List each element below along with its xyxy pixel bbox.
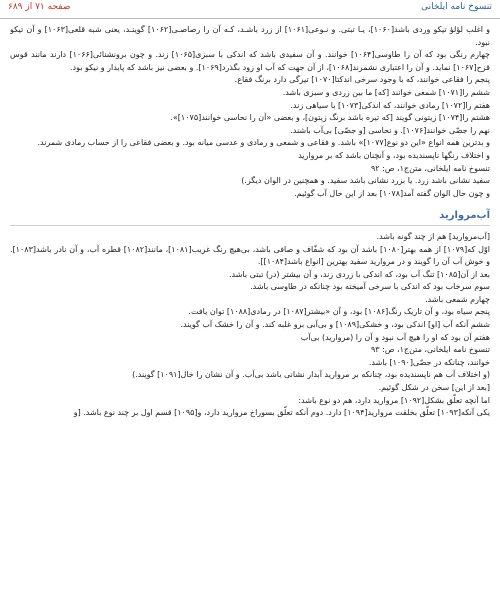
paragraph: هفتم آن بود که او را هیچ آب نبود و آن را (مروارید) بی‌آب (300, 332, 490, 342)
paragraph: چهارم رنگی بود که آن را طاوسی[۱۰۶۴] خوانند. و آن سفیدی باشد که اندکی با سبزی[۱۰۶۵] زند. و چون برونشنائی[۱۰۶۶] دارند مانند قوس قزح[۱۰۶۷] نماید. و آن را اعتباری نشمرند[۱۰۶۸]، از آن جهت که آب او زود بگذرد[۱۰۶۹]. و بعضی نیز باشد که پایدار و نیکو بود. (10, 50, 490, 72)
page-header (0, 0, 500, 19)
paragraph: پنجم سیاه بود، و آن تاریک رنگ[۱۰۸۶] بود، و آن «بیشتر[۱۰۸۷] در رمادی[۱۰۸۸] توان یافت. (188, 307, 490, 317)
paragraph: سوم سرخاب بود که اندکی با سرخی آمیخته بود چنانکه در طاوسی باشد. (250, 282, 490, 292)
paragraph: و اغلب لؤلؤ تیکو وردی باشد[۱۰۶۰]، یـا تبتی. و نـوعی[۱۰۶۱] از زرد باشـد، کـه آن را رصاصـی[۱۰۶۲] گوینـد، یعنی شبه قلعی[۱۰۶۳] و آن تیکو نبود. (10, 25, 490, 47)
paragraph: [آب‌مروارید] هم از چند گونه باشد. (376, 231, 490, 241)
paragraph: اوّل که[۱۰۷۹] از همه بهتر[۱۰۸۰] باشد آن بود که شفّاف و صافی باشد، بی‌هیچ رنگ غریب[۱۰۸۱]، مانند[۱۰۸۲] قطره آب، و آن نادر باشد[۱۰۸۳]. و خوش آب آن را گویند و در مروارید سفید بهترین [انواع باشد[۱۰۸۴]]. (10, 244, 490, 267)
paragraph: خوانند، چنانکه در جصّی[۱۰۹۰] باشد. (368, 357, 490, 367)
paragraph: ششم را[۱۰۷۱] شمعی خوانند [که] ما بین زردی و سبزی باشد. (282, 87, 490, 97)
text-body (10, 24, 490, 598)
paragraph: اما آنچه تعلّق بشکل[۱۰۹۲] مروارید دارد، هم دو نوع باشد: (298, 395, 490, 405)
paragraph: نهم را جصّی خوانند[۱۰۷۶]. و نحاسی [و جصّی] بی‌آب باشند. (290, 125, 490, 135)
paragraph: چهارم شمعی باشد. (425, 294, 490, 304)
paragraph: [بعد از این] سخن در شکل گوئیم. (378, 383, 490, 393)
paragraph: یکی آنکه[۱۰۹۳] تعلّق بخلقت مروارید[۱۰۹۴] دارد. دوم آنکه تعلّق بسوراخ مروارید دارد، و[۱۰۹۵] قسم اول بر چند نوع باشد. [و (73, 408, 490, 418)
paragraph: ششم آنکه آب [او] اندکی بود، و خشکی[۱۰۸۹] و بی‌آبی برو غلبه کند. و آن را خشک آب گویند. (180, 320, 490, 330)
paragraph: هشتم را[۱۰۷۴] زیتونی گویند [که تیره باشد برنگ زیتون]، و بعضی «آن را نحاسی خوانند[۱۰۷۵]». (170, 113, 490, 123)
paragraph: سفید نشانی باشد زرد. یا بزرد نشانی باشد سفید. و همچنین در الوان دیگر.) (241, 176, 490, 186)
page-reference: تنسوخ نامه ایلخانی، متن‌ج۱، ص: ۹۳ (370, 345, 490, 355)
book-title[interactable]: تنسوخ نامه ایلخانی (421, 2, 492, 12)
paragraph: پنجم را فقاعی خوانند، که با وجود سرخی اندکتا[۱۰۷۰] تیرگی دارد برنگ فقاع. (234, 75, 490, 85)
section-title: آب‌مروارید (10, 210, 490, 226)
paragraph: بعد از آن[۱۰۸۵] تنگ آب بود، که اندکی با زردی زند، و آن بیشتر (در) تبتی باشد. (228, 269, 490, 279)
page-reference: تنسوخ نامه ایلخانی، متن‌ج۱، ص: ۹۲ (370, 163, 490, 173)
paragraph: هفتم را[۱۰۷۲] رمادی خوانند، که اندکی[۱۰۷۳] با سیاهی زند. (290, 100, 490, 110)
paragraph: و بدترین همه انواع «این دو نوع[۱۰۷۷]» باشد. و فقاعی و شمعی و رمادی و عدسی میانه بود. و بعضی فقاعی را از حساب رمادی شمرند. (37, 138, 490, 148)
paragraph: و اختلاف رنگها ناپسندیده بود، و آنچنان باشد که بر مروارید (298, 150, 490, 160)
page-indicator: صفحه ۷۱ از ۶۸۹ (8, 2, 71, 12)
paragraph: و چون حال الوان گفته آمد[۱۰۷۸] بعد از این حال آب گوئیم. (294, 188, 490, 198)
paragraph: (و اختلاف آب هم ناپسندیده بود، چنانکه بر مروارید آبدار نشانی باشد بی‌آب. و آن نشان را خال[۱۰۹۱] گویند.) (132, 370, 490, 380)
